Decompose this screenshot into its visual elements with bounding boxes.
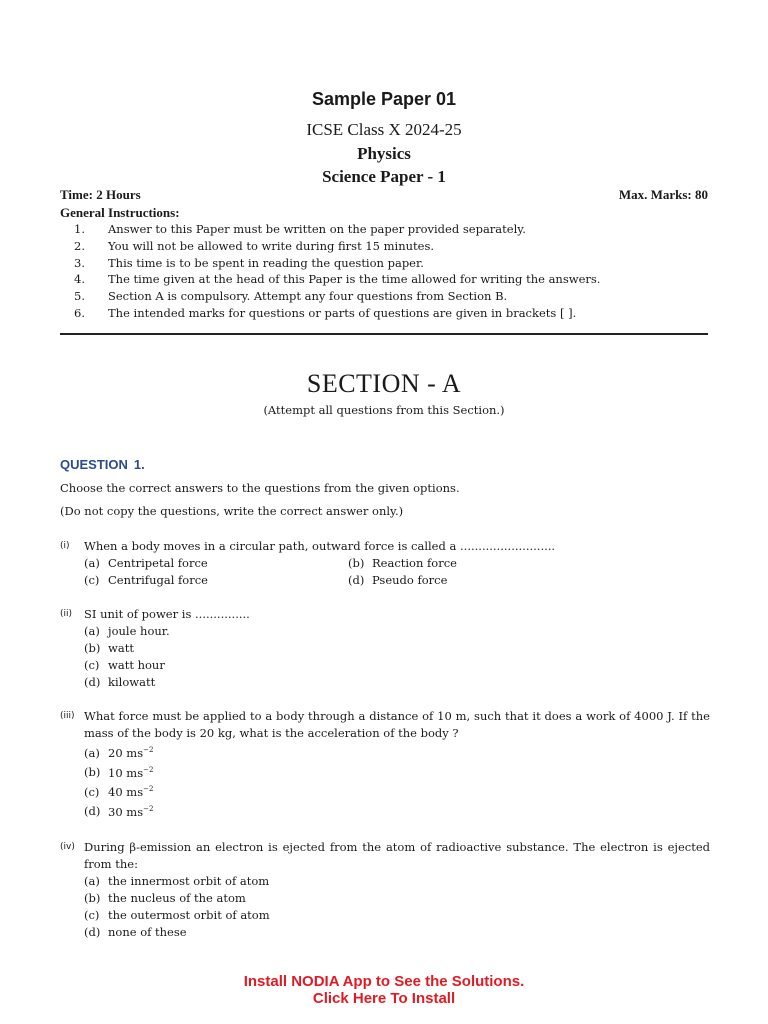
instruction-item bbox=[60, 221, 710, 238]
option-value: 40 bbox=[108, 784, 123, 799]
option-text: the outermost orbit of atom bbox=[108, 908, 270, 922]
section-note: (Attempt all questions from this Section.) bbox=[263, 403, 505, 417]
part-number: (ii) bbox=[60, 609, 73, 619]
option bbox=[84, 640, 710, 657]
question-stem: What force must be applied to a body through a distance of 10 m, such that it does a work of 4000 J. If the mass of the body is 20 kg, what is the acceleration of the body ? bbox=[84, 709, 710, 740]
option-label: (d) bbox=[84, 925, 101, 939]
options-grid bbox=[84, 555, 710, 589]
unit: ms bbox=[126, 804, 144, 819]
question-stem: SI unit of power is ............... bbox=[84, 607, 250, 621]
divider bbox=[60, 333, 708, 335]
option-label: (d) bbox=[84, 675, 101, 689]
instruction-number: 6. bbox=[74, 305, 85, 320]
option-text: the nucleus of the atom bbox=[108, 891, 246, 905]
option-label: (b) bbox=[348, 556, 365, 570]
question-instruction: (Do not copy the questions, write the correct answer only.) bbox=[60, 504, 404, 518]
unit: ms bbox=[126, 765, 144, 780]
option-text: none of these bbox=[108, 925, 187, 939]
option-label: (c) bbox=[84, 573, 100, 587]
instruction-item bbox=[60, 288, 710, 305]
option-label: (a) bbox=[84, 745, 100, 760]
instruction-text: Answer to this Paper must be written on the paper provided separately. bbox=[108, 222, 526, 236]
instruction-text: The time given at the head of this Paper is the time allowed for writing the answers. bbox=[108, 272, 601, 287]
option-text: the innermost orbit of atom bbox=[108, 874, 270, 888]
option bbox=[84, 657, 710, 674]
unit: ms bbox=[126, 745, 144, 760]
question-part-iii bbox=[60, 708, 710, 820]
option bbox=[84, 781, 710, 801]
option-label: (c) bbox=[84, 784, 100, 799]
unit-exponent: −2 bbox=[143, 765, 154, 774]
option-text: joule hour. bbox=[108, 624, 170, 638]
install-app-link[interactable]: Install NODIA App to See the Solutions. bbox=[243, 973, 525, 990]
paper-title: Sample Paper 01 bbox=[311, 89, 457, 109]
instruction-number: 2. bbox=[74, 238, 85, 253]
instruction-text: Section A is compulsory. Attempt any four questions from Section B. bbox=[108, 289, 508, 304]
part-number: (i) bbox=[60, 541, 70, 551]
option-value: 10 bbox=[108, 765, 123, 780]
options-list bbox=[84, 742, 710, 820]
option-text: Centrifugal force bbox=[108, 573, 208, 587]
option bbox=[84, 762, 710, 782]
exam-line: ICSE Class X 2024-25 bbox=[306, 120, 462, 139]
option bbox=[84, 674, 710, 691]
instruction-text: This time is to be spent in reading the question paper. bbox=[108, 255, 424, 270]
option bbox=[348, 555, 457, 572]
question-part-i bbox=[60, 538, 710, 589]
option bbox=[84, 907, 710, 924]
question-part-ii bbox=[60, 606, 710, 691]
instruction-number: 4. bbox=[74, 272, 85, 287]
section-title: SECTION - A bbox=[306, 369, 462, 398]
options-list bbox=[84, 873, 710, 941]
option-value: 20 bbox=[108, 745, 123, 760]
option bbox=[84, 890, 710, 907]
question-number: 1. bbox=[133, 457, 145, 472]
question-heading bbox=[60, 457, 145, 472]
part-number: (iii) bbox=[60, 711, 75, 721]
option-text: Pseudo force bbox=[372, 573, 448, 587]
option bbox=[84, 555, 208, 572]
option-label: (a) bbox=[84, 624, 100, 638]
instruction-item bbox=[60, 238, 710, 255]
option-text: Reaction force bbox=[372, 556, 457, 570]
option-text: Centripetal force bbox=[108, 556, 208, 570]
instruction-number: 5. bbox=[74, 289, 85, 304]
instruction-number: 1. bbox=[74, 222, 85, 236]
time-allowed: Time: 2 Hours bbox=[60, 187, 141, 202]
max-marks: Max. Marks: 80 bbox=[618, 187, 708, 202]
unit-exponent: −2 bbox=[143, 746, 154, 754]
option bbox=[84, 924, 710, 941]
question-stem: During β-emission an electron is ejected from the atom of radioactive substance. The electron is ejected from the: bbox=[84, 840, 710, 871]
option bbox=[348, 572, 447, 589]
instructions-heading: General Instructions: bbox=[60, 205, 180, 220]
question-intro: Choose the correct answers to the questions from the given options. bbox=[60, 481, 460, 495]
click-to-install-link[interactable]: Click Here To Install bbox=[312, 990, 456, 1007]
instruction-item bbox=[60, 271, 710, 288]
question-label: QUESTION bbox=[60, 457, 128, 472]
options-list bbox=[84, 623, 710, 691]
option-label: (b) bbox=[84, 641, 101, 655]
instructions-list bbox=[60, 221, 710, 322]
instruction-number: 3. bbox=[74, 255, 85, 270]
part-number: (iv) bbox=[60, 842, 75, 852]
instruction-text: You will not be allowed to write during first 15 minutes. bbox=[108, 238, 435, 253]
option bbox=[84, 572, 208, 589]
option-text: kilowatt bbox=[108, 675, 156, 689]
option-value: 30 bbox=[108, 804, 123, 819]
option-label: (c) bbox=[84, 908, 100, 922]
unit: ms bbox=[126, 784, 144, 799]
paper-name: Science Paper - 1 bbox=[322, 167, 446, 186]
instruction-text: The intended marks for questions or parts of questions are given in brackets [ ]. bbox=[108, 305, 577, 320]
option bbox=[84, 873, 710, 890]
question-part-iv bbox=[60, 839, 710, 941]
unit-exponent: −2 bbox=[143, 785, 154, 793]
option bbox=[84, 623, 710, 640]
subject-title: Physics bbox=[357, 144, 411, 163]
option-label: (b) bbox=[84, 891, 101, 905]
option-label: (b) bbox=[84, 765, 101, 780]
option-label: (a) bbox=[84, 556, 100, 570]
option-label: (d) bbox=[348, 573, 365, 587]
option bbox=[84, 742, 710, 762]
option-label: (c) bbox=[84, 658, 100, 672]
option-label: (d) bbox=[84, 804, 101, 819]
instruction-item bbox=[60, 255, 710, 272]
option-label: (a) bbox=[84, 874, 100, 888]
option bbox=[84, 801, 710, 821]
instruction-item bbox=[60, 305, 710, 322]
question-stem: When a body moves in a circular path, outward force is called a .......................... bbox=[84, 539, 556, 553]
unit-exponent: −2 bbox=[143, 804, 154, 813]
option-text: watt bbox=[108, 641, 134, 655]
option-text: watt hour bbox=[108, 658, 165, 672]
